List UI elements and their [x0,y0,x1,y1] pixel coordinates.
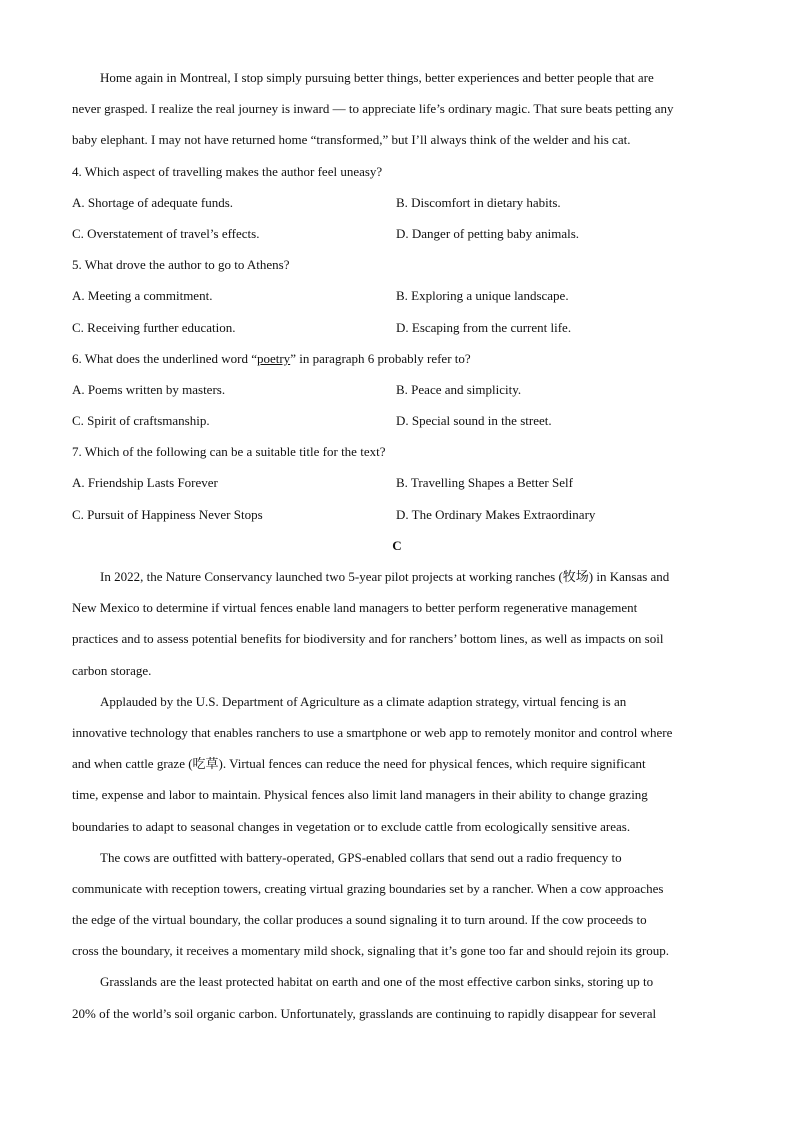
text-line: In 2022, the Nature Conservancy launched two 5-year pilot projects at working ranches (牧场) in Kansas and [100,569,670,584]
option-c: C. Overstatement of travel’s effects. [72,225,260,241]
option-a: A. Meeting a commitment. [72,288,213,304]
option-row [72,405,726,436]
option-b: B. Discomfort in dietary habits. [396,194,561,210]
passage-b-final-paragraph [72,62,726,156]
option-b: B. Travelling Shapes a Better Self [396,475,573,491]
option-a: A. Friendship Lasts Forever [72,475,218,491]
option-b: B. Peace and simplicity. [396,381,522,397]
text-line: New Mexico to determine if virtual fences enable land managers to better perform regenerative management [72,600,638,616]
passage-c-paragraph-1 [72,561,726,686]
question-stem: 6. What does the underlined word “poetry” in paragraph 6 probably refer to? [72,350,471,366]
document-page [72,62,726,1029]
text-line: time, expense and labor to maintain. Physical fences also limit land managers in their ability to change grazing [72,787,648,803]
text-line: carbon storage. [72,662,152,678]
option-c: C. Spirit of craftsmanship. [72,413,210,429]
text-line: the edge of the virtual boundary, the collar produces a sound signaling it to turn around. If the cow proceeds to [72,912,647,928]
text-line: 20% of the world’s soil organic carbon. Unfortunately, grasslands are continuing to rapidly disappear for several [72,1005,657,1021]
passage-c-paragraph-4 [72,966,726,1028]
option-c: C. Receiving further education. [72,319,236,335]
option-row [72,187,726,218]
question-5 [72,249,726,343]
option-row [72,374,726,405]
question-4 [72,156,726,250]
option-row [72,467,726,498]
option-d: D. Special sound in the street. [396,413,552,429]
option-row [72,280,726,311]
option-row [72,312,726,343]
question-stem: 7. Which of the following can be a suitable title for the text? [72,444,386,460]
option-d: D. The Ordinary Makes Extraordinary [396,506,596,522]
text-line: Home again in Montreal, I stop simply pursuing better things, better experiences and better people that are [100,70,654,85]
text-line: never grasped. I realize the real journey is inward — to appreciate life’s ordinary magic. That sure beats petting any [72,101,674,117]
section-title: C [392,537,402,553]
option-d: D. Escaping from the current life. [396,319,572,335]
question-6 [72,343,726,437]
text-line: practices and to assess potential benefits for biodiversity and for ranchers’ bottom lines, as well as impacts on soil [72,631,664,647]
text-line: The cows are outfitted with battery-operated, GPS-enabled collars that send out a radio frequency to [100,849,622,865]
text-line: cross the boundary, it receives a momentary mild shock, signaling that it’s gone too far and should rejoin its group. [72,943,670,959]
underlined-word: poetry [256,350,291,366]
option-c: C. Pursuit of Happiness Never Stops [72,506,263,522]
option-b: B. Exploring a unique landscape. [396,288,569,304]
option-row [72,218,726,249]
text-line: Applauded by the U.S. Department of Agriculture as a climate adaption strategy, virtual fencing is an [100,693,627,709]
question-7 [72,436,726,530]
question-stem: 4. Which aspect of travelling makes the author feel uneasy? [72,163,383,179]
text-line: communicate with reception towers, creating virtual grazing boundaries set by a rancher. When a cow approaches [72,880,664,896]
passage-c-paragraph-3 [72,842,726,967]
option-a: A. Shortage of adequate funds. [72,194,234,210]
text-line: boundaries to adapt to seasonal changes in vegetation or to exclude cattle from ecologically sensitive areas. [72,818,631,834]
option-d: D. Danger of petting baby animals. [396,225,580,241]
option-row [72,499,726,530]
text-line: and when cattle graze (吃草). Virtual fences can reduce the need for physical fences, which require significant [72,756,646,772]
text-line: Grasslands are the least protected habitat on earth and one of the most effective carbon sinks, storing up to [100,974,654,990]
passage-c-paragraph-2 [72,686,726,842]
question-stem: 5. What drove the author to go to Athens? [72,257,290,273]
option-a: A. Poems written by masters. [72,381,226,397]
text-line: innovative technology that enables ranchers to use a smartphone or web app to remotely monitor and control where [72,724,673,740]
text-line: baby elephant. I may not have returned home “transformed,” but I’ll always think of the welder and his cat. [72,132,631,148]
